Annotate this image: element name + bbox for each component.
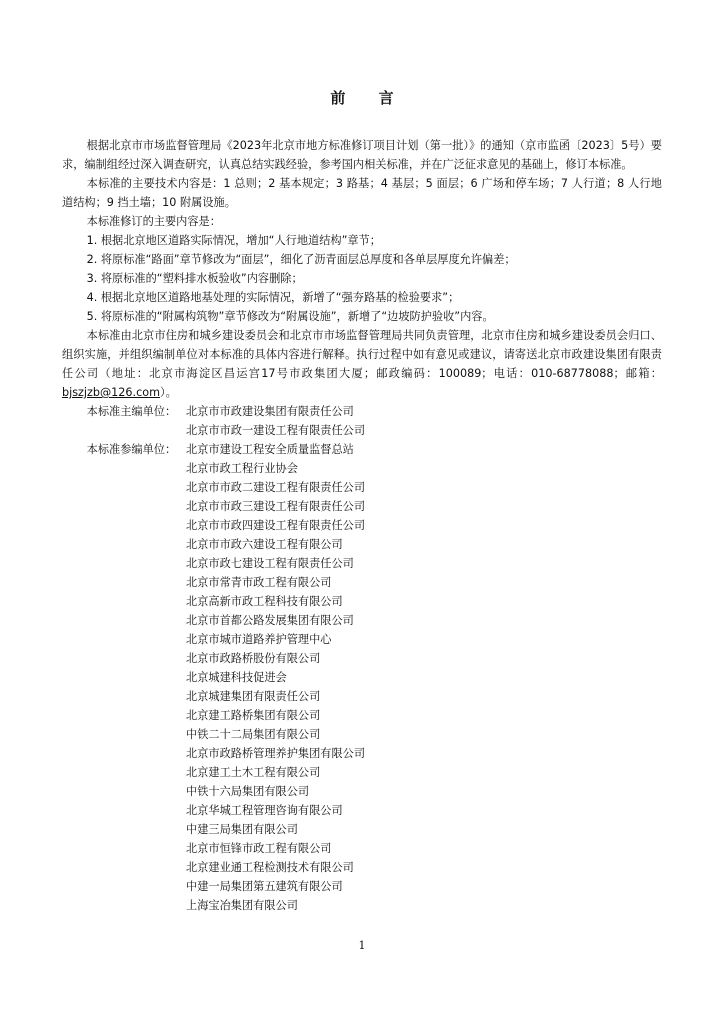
paragraph-management	[62, 326, 662, 402]
chief-units-section	[62, 402, 662, 440]
unit-row	[62, 820, 662, 839]
participant-unit: 北京城建科技促进会	[186, 671, 287, 684]
chief-unit: 北京市市政建设集团有限责任公司	[186, 405, 354, 418]
participant-unit: 北京建工路桥集团有限公司	[186, 709, 321, 722]
unit-row	[62, 630, 662, 649]
paragraph-revision-intro: 本标准修订的主要内容是：	[86, 215, 221, 228]
unit-row	[62, 668, 662, 687]
participant-unit: 北京市建设工程安全质量监督总站	[186, 443, 354, 456]
participant-unit: 北京市政路桥管理养护集团有限公司	[186, 747, 366, 760]
unit-row	[62, 801, 662, 820]
participant-unit: 北京市市政四建设工程有限责任公司	[186, 519, 366, 532]
unit-row	[62, 725, 662, 744]
unit-row	[62, 687, 662, 706]
unit-row	[62, 554, 662, 573]
participant-unit: 北京建工土木工程有限公司	[186, 766, 321, 779]
participant-unit: 北京市政路桥股份有限公司	[186, 652, 321, 665]
paragraph-basis: 根据北京市市场监督管理局《2023年北京市地方标准修订项目计划（第一批）》的通知（京市监函〔2023〕5号）要求，编制组经过深入调查研究，认真总结实践经验，参考国内相关标准，并在广泛征求意见的基础上，修订本标准。	[62, 139, 662, 171]
unit-row	[62, 611, 662, 630]
chief-unit: 北京市市政一建设工程有限责任公司	[186, 424, 366, 437]
participant-unit: 中建三局集团有限公司	[186, 823, 298, 836]
contact-email[interactable]: bjszjzb@126.com	[62, 386, 160, 399]
unit-row	[62, 573, 662, 592]
unit-row	[62, 421, 662, 440]
revision-item: 3. 将原标准的“塑料排水板验收”内容删除；	[86, 272, 303, 285]
participant-unit: 北京市城市道路养护管理中心	[186, 633, 332, 646]
revision-item: 4. 根据北京地区道路地基处理的实际情况，新增了“强夯路基的检验要求”；	[86, 291, 460, 304]
participant-unit: 北京市市政二建设工程有限责任公司	[186, 481, 366, 494]
unit-row	[62, 782, 662, 801]
participant-units-label: 本标准参编单位：	[86, 443, 177, 456]
unit-row	[62, 459, 662, 478]
participant-unit: 中铁二十二局集团有限公司	[186, 728, 321, 741]
unit-row	[62, 744, 662, 763]
unit-row	[62, 896, 662, 915]
participant-unit: 北京市恒锋市政工程有限公司	[186, 842, 332, 855]
unit-row	[62, 440, 662, 459]
participant-unit: 北京高新市政工程科技有限公司	[186, 595, 343, 608]
revision-item: 2. 将原标准“路面”章节修改为“面层”，细化了沥青面层总厚度和各单层厚度允许偏差；	[86, 253, 516, 266]
participant-unit: 北京市首都公路发展集团有限公司	[186, 614, 354, 627]
unit-row	[62, 516, 662, 535]
page-title: 前 言	[330, 89, 408, 107]
participant-unit: 中铁十六局集团有限公司	[186, 785, 310, 798]
unit-row	[62, 877, 662, 896]
participant-unit: 北京城建集团有限责任公司	[186, 690, 321, 703]
participant-unit: 北京市政工程行业协会	[186, 462, 298, 475]
unit-row	[62, 478, 662, 497]
unit-row	[62, 763, 662, 782]
page-number: 1	[358, 939, 366, 952]
preface-body	[62, 136, 662, 915]
paragraph-technical-content: 本标准的主要技术内容是：1 总则；2 基本规定；3 路基；4 基层；5 面层；6 广场和停车场；7 人行道；8 人行地道结构；9 挡土墙；10 附属设施。	[62, 177, 662, 209]
management-tail: ）。	[159, 386, 177, 399]
participant-unit: 中建一局集团第五建筑有限公司	[186, 880, 343, 893]
participant-unit: 北京华城工程管理咨询有限公司	[186, 804, 343, 817]
participant-unit: 北京建业通工程检测技术有限公司	[186, 861, 354, 874]
revision-item: 1. 根据北京地区道路实际情况，增加“人行地道结构”章节；	[86, 234, 381, 247]
unit-row	[62, 497, 662, 516]
unit-row	[62, 706, 662, 725]
management-text: 本标准由北京市住房和城乡建设委员会和北京市市场监督管理局共同负责管理，北京市住房和城乡建设委员会归口、组织实施，并组织编制单位对本标准的具体内容进行解释。执行过程中如有意见或建议，请寄送北京市政建设集团有限责任公司（地址：北京市海淀区昌运宫17号市政集团大厦；邮政编码：100089；电话：010-68778088；邮箱：	[62, 329, 662, 380]
participant-units-section	[62, 440, 662, 915]
participant-unit: 北京市政七建设工程有限责任公司	[186, 557, 354, 570]
unit-row	[62, 839, 662, 858]
participant-unit: 北京市常青市政工程有限公司	[186, 576, 332, 589]
participant-unit: 北京市市政六建设工程有限公司	[186, 538, 343, 551]
unit-row	[62, 402, 662, 421]
unit-row	[62, 535, 662, 554]
unit-row	[62, 858, 662, 877]
unit-row	[62, 649, 662, 668]
chief-units-label: 本标准主编单位：	[86, 405, 177, 418]
unit-row	[62, 592, 662, 611]
revision-item: 5. 将原标准的“附属构筑物”章节修改为“附属设施”，新增了“边坡防护验收”内容。	[86, 310, 494, 323]
participant-unit: 上海宝冶集团有限公司	[186, 899, 298, 912]
participant-unit: 北京市市政三建设工程有限责任公司	[186, 500, 366, 513]
